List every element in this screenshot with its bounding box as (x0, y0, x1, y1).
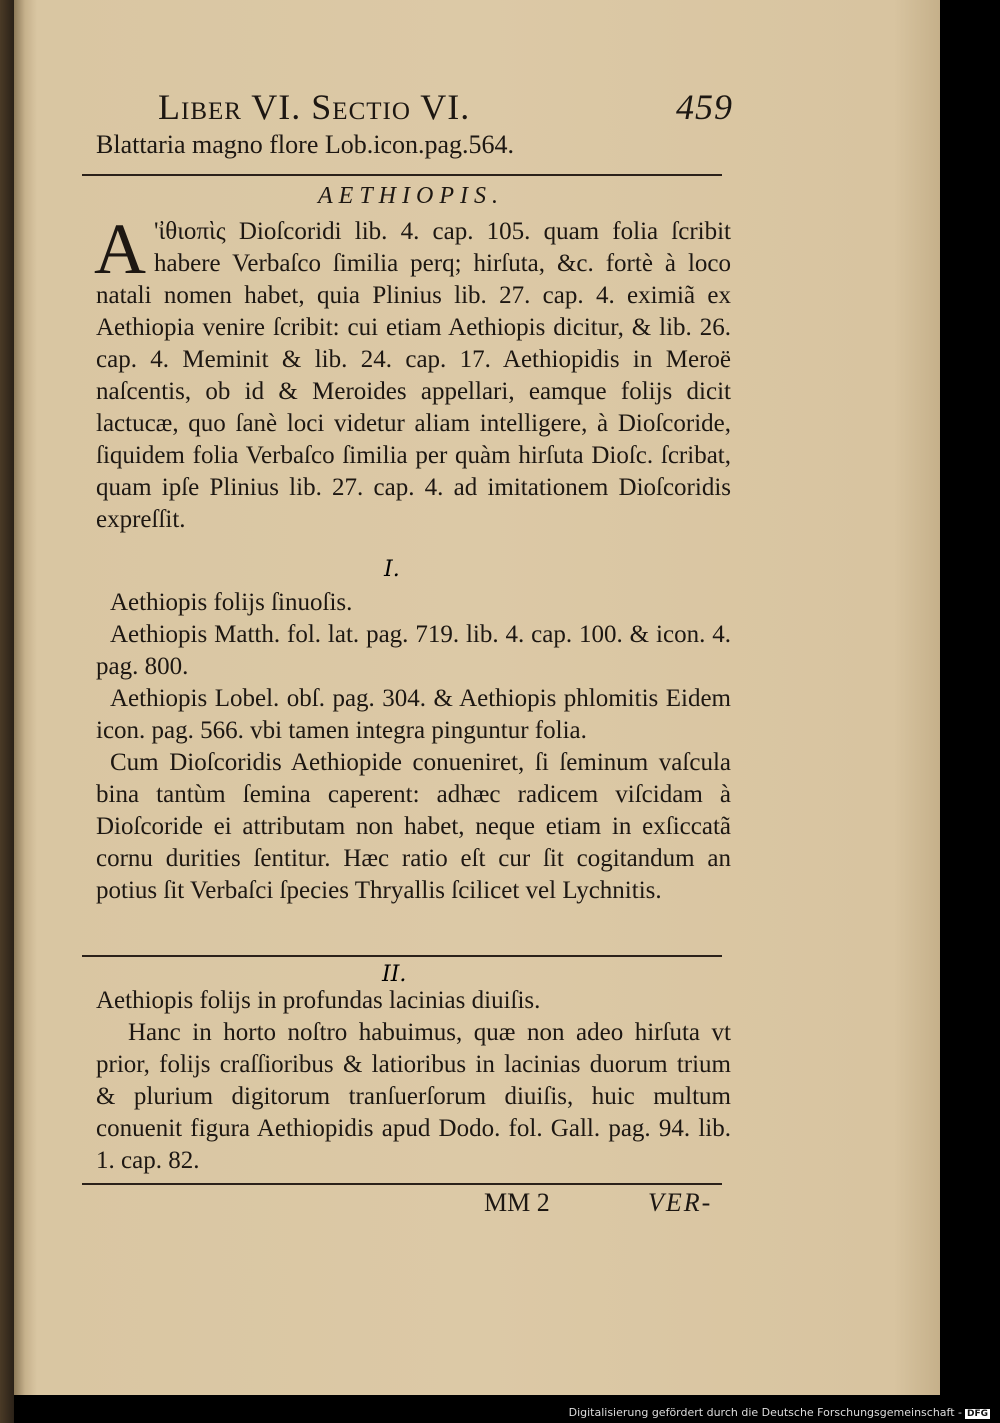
paragraph-aethiopis-intro (94, 209, 731, 536)
entry-line: Cum Dioſcoridis Aethiopide conueniret, ſi ſeminum vaſcula bina tantùm ſemina caperent: adhæc radicem viſcidam à Dioſcoride ei attributam non habet, neque etiam in exſiccatã cornu durities ſentitur. Hæc ratio eſt cur ſit cogitandum an potius ſit Verbaſci ſpecies Thryallis ſcilicet vel Lychnitis. (96, 749, 731, 904)
page-number: 459 (676, 87, 733, 127)
page-footer (96, 1188, 731, 1224)
running-title: Liber VI. Sectio VI. (158, 87, 471, 127)
entry-line: Aethiopis Matth. fol. lat. pag. 719. lib. 4. cap. 100. & icon. 4. pag. 800. (96, 621, 731, 680)
horizontal-rule (82, 1183, 722, 1185)
section-1-content (96, 587, 731, 907)
book-page (14, 0, 940, 1395)
scan-book-edge (0, 0, 14, 1423)
dfg-logo: DFG (966, 1409, 988, 1419)
paragraph-text: 'ἰθιοπὶς Dioſcoridi lib. 4. cap. 105. quam folia ſcribit habere Verbaſco ſimilia perq; hirſuta, &c. fortè à loco natali nomen habet, quia Plinius lib. 27. cap. 4. eximiã ex Aethiopia venire ſcribit: cui etiam Aethiopis dicitur, & lib. 26. cap. 4. Meminit & lib. 24. cap. 17. Aethiopidis in Meroë naſcentis, ob id & Meroides appellari, eamque folijs dicit lactucæ, quo ſanè loci videtur aliam intelligere, à Dioſcoride, ſiquidem folia Verbaſco ſimilia per quàm hirſuta Dioſc. ſcribat, quam ipſe Plinius lib. 27. cap. 4. ad imitationem Dioſcoridis expreſſit. (96, 218, 731, 533)
section-numeral-2: II. (382, 962, 407, 987)
section-numeral-1: I. (384, 557, 400, 582)
section-2-content (96, 985, 731, 1177)
entry-line: Aethiopis folijs in profundas lacinias diuiſis. (96, 987, 541, 1014)
page-header (96, 86, 731, 132)
entry-line: Hanc in horto noſtro habuimus, quæ non adeo hirſuta vt prior, folijs craſſioribus & latioribus in lacinias duorum trium & plurium digitorum tranſuerſorum diuiſis, huic multum conuenit figura Aethiopidis apud Dodo. fol. Gall. pag. 94. lib. 1. cap. 82. (96, 1019, 731, 1174)
entry-line: Aethiopis folijs ſinuoſis. (110, 589, 353, 616)
funding-text: Digitalisierung gefördert durch die Deutsche Forschungsgemeinschaft - (568, 1406, 962, 1419)
section-heading: AETHIOPIS. (318, 183, 504, 209)
entry-line: Aethiopis Lobel. obſ. pag. 304. & Aethiopis phlomitis Eidem icon. pag. 566. vbi tamen integra pinguntur folia. (96, 685, 731, 744)
horizontal-rule (82, 174, 722, 176)
funding-notice (569, 1406, 990, 1419)
horizontal-rule (82, 955, 722, 957)
catchword: VER- (648, 1188, 713, 1217)
subheader-line: Blattaria magno flore Lob.icon.pag.564. (96, 130, 515, 159)
signature-mark: MM 2 (484, 1188, 550, 1217)
drop-cap-letter: A (94, 209, 146, 289)
